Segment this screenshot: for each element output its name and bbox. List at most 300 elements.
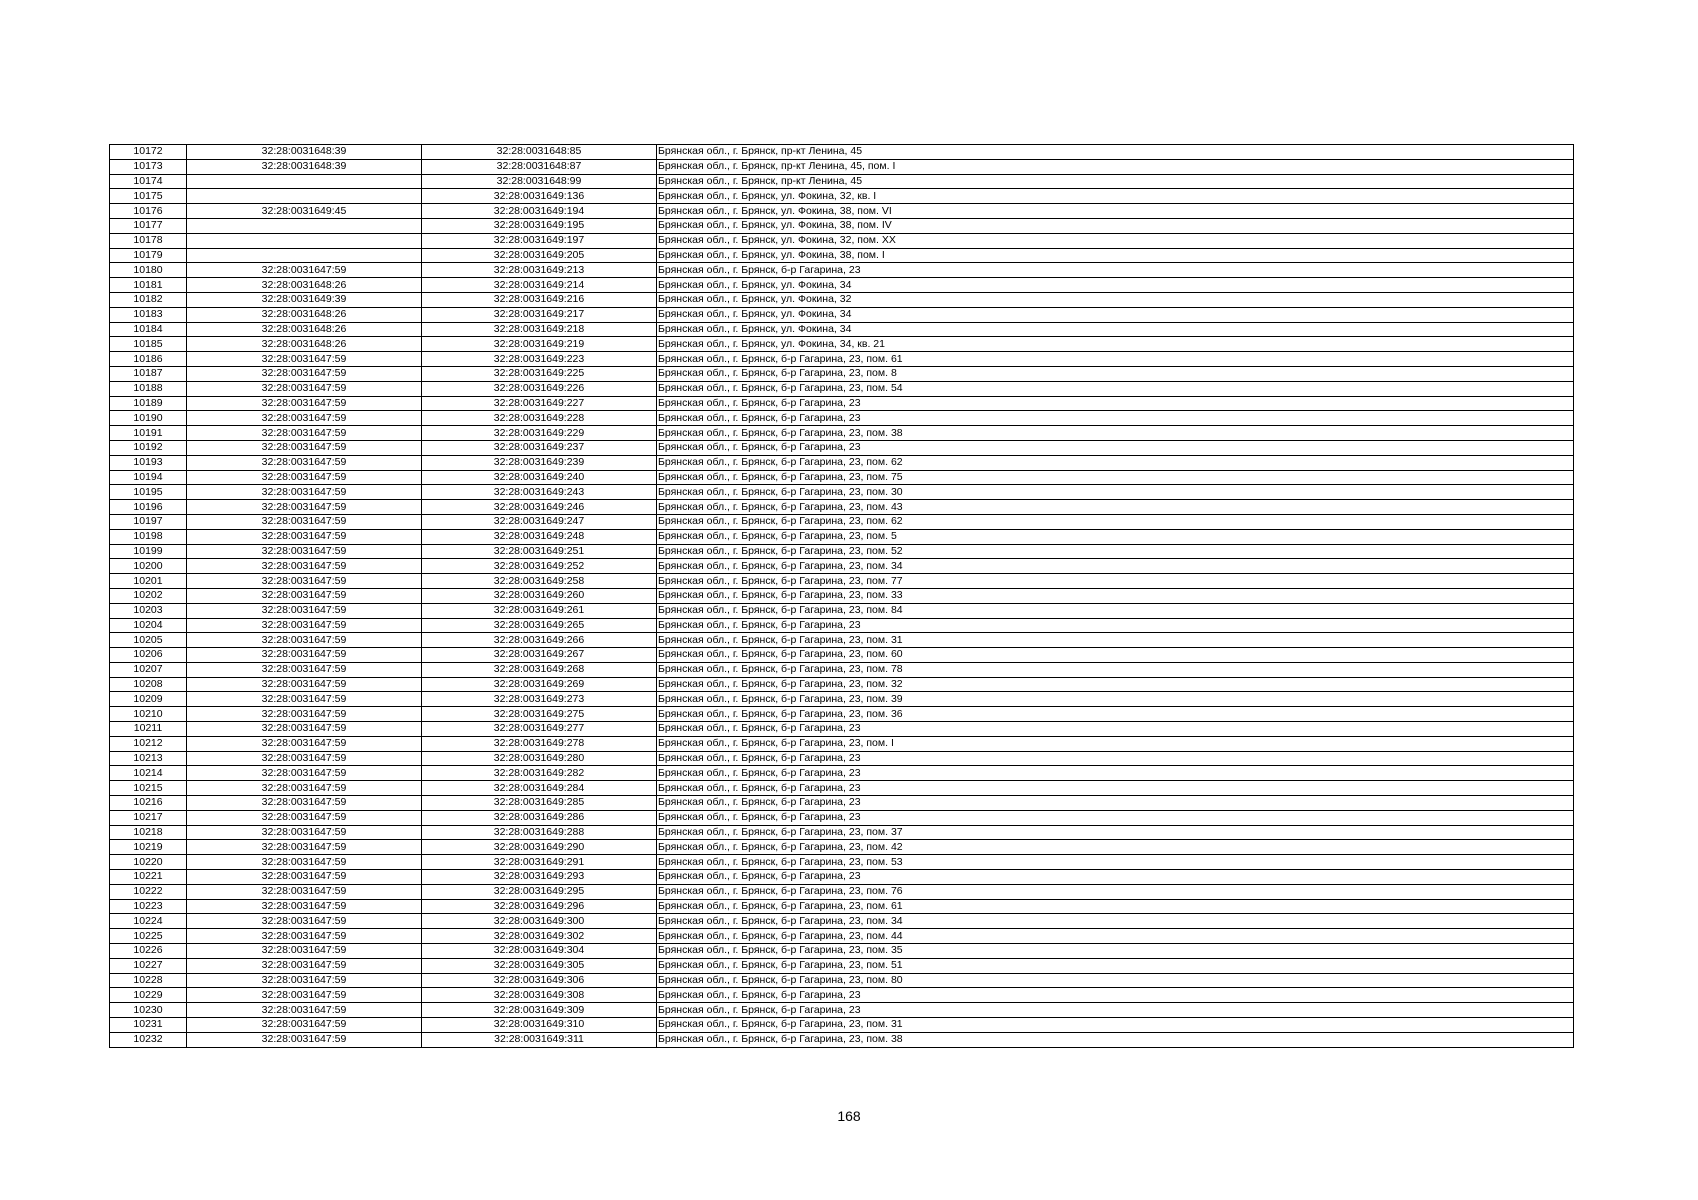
table-row	[110, 603, 1574, 618]
building-cadastral-number-cell	[187, 218, 422, 233]
building-cadastral-number-cell: 32:28:0031647:59	[187, 751, 422, 766]
table-row	[110, 677, 1574, 692]
row-number-cell: 10213	[110, 751, 187, 766]
table-row	[110, 278, 1574, 293]
building-cadastral-number-cell: 32:28:0031647:59	[187, 870, 422, 885]
building-cadastral-number-cell: 32:28:0031647:59	[187, 574, 422, 589]
table-row	[110, 870, 1574, 885]
address-cell: Брянская обл., г. Брянск, б-р Гагарина, 23, пом. 36	[657, 707, 1574, 722]
row-number-cell: 10196	[110, 500, 187, 515]
address-cell: Брянская обл., г. Брянск, ул. Фокина, 32, кв. I	[657, 189, 1574, 204]
row-number-cell: 10182	[110, 292, 187, 307]
table-row	[110, 204, 1574, 219]
object-cadastral-number-cell: 32:28:0031649:277	[422, 722, 657, 737]
address-cell: Брянская обл., г. Брянск, б-р Гагарина, 23, пом. 44	[657, 929, 1574, 944]
table-row	[110, 662, 1574, 677]
address-cell: Брянская обл., г. Брянск, б-р Гагарина, 23, пом. 34	[657, 914, 1574, 929]
row-number-cell: 10201	[110, 574, 187, 589]
object-cadastral-number-cell: 32:28:0031649:237	[422, 440, 657, 455]
object-cadastral-number-cell: 32:28:0031649:306	[422, 973, 657, 988]
table-row	[110, 722, 1574, 737]
object-cadastral-number-cell: 32:28:0031649:286	[422, 810, 657, 825]
object-cadastral-number-cell: 32:28:0031649:260	[422, 588, 657, 603]
building-cadastral-number-cell: 32:28:0031648:39	[187, 145, 422, 160]
object-cadastral-number-cell: 32:28:0031649:225	[422, 366, 657, 381]
table-row	[110, 588, 1574, 603]
building-cadastral-number-cell: 32:28:0031648:39	[187, 159, 422, 174]
object-cadastral-number-cell: 32:28:0031649:269	[422, 677, 657, 692]
building-cadastral-number-cell: 32:28:0031647:59	[187, 810, 422, 825]
table-row	[110, 574, 1574, 589]
row-number-cell: 10190	[110, 411, 187, 426]
row-number-cell: 10172	[110, 145, 187, 160]
row-number-cell: 10203	[110, 603, 187, 618]
row-number-cell: 10202	[110, 588, 187, 603]
table-row	[110, 411, 1574, 426]
address-cell: Брянская обл., г. Брянск, б-р Гагарина, 23, пом. 32	[657, 677, 1574, 692]
address-cell: Брянская обл., г. Брянск, ул. Фокина, 38, пом. I	[657, 248, 1574, 263]
address-cell: Брянская обл., г. Брянск, ул. Фокина, 32	[657, 292, 1574, 307]
address-cell: Брянская обл., г. Брянск, б-р Гагарина, 23, пом. 5	[657, 529, 1574, 544]
building-cadastral-number-cell: 32:28:0031647:59	[187, 263, 422, 278]
object-cadastral-number-cell: 32:28:0031649:273	[422, 692, 657, 707]
table-row	[110, 796, 1574, 811]
address-cell: Брянская обл., г. Брянск, б-р Гагарина, 23, пом. 54	[657, 381, 1574, 396]
table-row	[110, 529, 1574, 544]
registry-table	[109, 144, 1574, 1048]
table-row	[110, 470, 1574, 485]
object-cadastral-number-cell: 32:28:0031649:223	[422, 352, 657, 367]
building-cadastral-number-cell: 32:28:0031649:45	[187, 204, 422, 219]
table-row	[110, 189, 1574, 204]
table-row	[110, 958, 1574, 973]
table-row	[110, 381, 1574, 396]
building-cadastral-number-cell: 32:28:0031648:26	[187, 337, 422, 352]
address-cell: Брянская обл., г. Брянск, б-р Гагарина, 23	[657, 722, 1574, 737]
building-cadastral-number-cell: 32:28:0031647:59	[187, 485, 422, 500]
object-cadastral-number-cell: 32:28:0031649:288	[422, 825, 657, 840]
address-cell: Брянская обл., г. Брянск, б-р Гагарина, 23	[657, 396, 1574, 411]
address-cell: Брянская обл., г. Брянск, б-р Гагарина, 23, пом. 62	[657, 455, 1574, 470]
table-row	[110, 751, 1574, 766]
row-number-cell: 10185	[110, 337, 187, 352]
table-row	[110, 322, 1574, 337]
address-cell: Брянская обл., г. Брянск, б-р Гагарина, 23	[657, 440, 1574, 455]
table-row	[110, 736, 1574, 751]
table-row	[110, 648, 1574, 663]
building-cadastral-number-cell	[187, 189, 422, 204]
row-number-cell: 10209	[110, 692, 187, 707]
row-number-cell: 10181	[110, 278, 187, 293]
row-number-cell: 10210	[110, 707, 187, 722]
object-cadastral-number-cell: 32:28:0031649:311	[422, 1032, 657, 1047]
table-row	[110, 899, 1574, 914]
object-cadastral-number-cell: 32:28:0031649:216	[422, 292, 657, 307]
object-cadastral-number-cell: 32:28:0031649:218	[422, 322, 657, 337]
object-cadastral-number-cell: 32:28:0031649:214	[422, 278, 657, 293]
table-row	[110, 337, 1574, 352]
building-cadastral-number-cell: 32:28:0031647:59	[187, 929, 422, 944]
address-cell: Брянская обл., г. Брянск, б-р Гагарина, 23	[657, 411, 1574, 426]
table-row	[110, 263, 1574, 278]
address-cell: Брянская обл., г. Брянск, ул. Фокина, 38, пом. IV	[657, 218, 1574, 233]
object-cadastral-number-cell: 32:28:0031649:197	[422, 233, 657, 248]
building-cadastral-number-cell: 32:28:0031647:59	[187, 825, 422, 840]
address-cell: Брянская обл., г. Брянск, б-р Гагарина, 23	[657, 796, 1574, 811]
address-cell: Брянская обл., г. Брянск, б-р Гагарина, 23, пом. 43	[657, 500, 1574, 515]
row-number-cell: 10193	[110, 455, 187, 470]
table-row	[110, 618, 1574, 633]
building-cadastral-number-cell: 32:28:0031647:59	[187, 781, 422, 796]
building-cadastral-number-cell: 32:28:0031647:59	[187, 796, 422, 811]
row-number-cell: 10219	[110, 840, 187, 855]
row-number-cell: 10218	[110, 825, 187, 840]
object-cadastral-number-cell: 32:28:0031649:291	[422, 855, 657, 870]
address-cell: Брянская обл., г. Брянск, б-р Гагарина, 23, пом. 38	[657, 426, 1574, 441]
address-cell: Брянская обл., г. Брянск, б-р Гагарина, 23, пом. 39	[657, 692, 1574, 707]
object-cadastral-number-cell: 32:28:0031649:266	[422, 633, 657, 648]
building-cadastral-number-cell: 32:28:0031647:59	[187, 426, 422, 441]
row-number-cell: 10175	[110, 189, 187, 204]
table-row	[110, 233, 1574, 248]
building-cadastral-number-cell: 32:28:0031647:59	[187, 677, 422, 692]
building-cadastral-number-cell: 32:28:0031647:59	[187, 973, 422, 988]
row-number-cell: 10212	[110, 736, 187, 751]
page-number: 168	[837, 1108, 861, 1124]
building-cadastral-number-cell: 32:28:0031647:59	[187, 692, 422, 707]
object-cadastral-number-cell: 32:28:0031649:246	[422, 500, 657, 515]
row-number-cell: 10174	[110, 174, 187, 189]
row-number-cell: 10177	[110, 218, 187, 233]
row-number-cell: 10229	[110, 988, 187, 1003]
row-number-cell: 10223	[110, 899, 187, 914]
building-cadastral-number-cell: 32:28:0031647:59	[187, 352, 422, 367]
table-row	[110, 307, 1574, 322]
address-cell: Брянская обл., г. Брянск, б-р Гагарина, 23, пом. 52	[657, 544, 1574, 559]
object-cadastral-number-cell: 32:28:0031649:136	[422, 189, 657, 204]
object-cadastral-number-cell: 32:28:0031649:280	[422, 751, 657, 766]
object-cadastral-number-cell: 32:28:0031649:293	[422, 870, 657, 885]
row-number-cell: 10189	[110, 396, 187, 411]
building-cadastral-number-cell	[187, 233, 422, 248]
building-cadastral-number-cell: 32:28:0031648:26	[187, 278, 422, 293]
registry-table-body	[110, 145, 1574, 1048]
object-cadastral-number-cell: 32:28:0031649:243	[422, 485, 657, 500]
address-cell: Брянская обл., г. Брянск, б-р Гагарина, 23, пом. 76	[657, 884, 1574, 899]
building-cadastral-number-cell: 32:28:0031647:59	[187, 1003, 422, 1018]
address-cell: Брянская обл., г. Брянск, б-р Гагарина, 23, пом. 30	[657, 485, 1574, 500]
row-number-cell: 10230	[110, 1003, 187, 1018]
object-cadastral-number-cell: 32:28:0031649:239	[422, 455, 657, 470]
row-number-cell: 10204	[110, 618, 187, 633]
table-row	[110, 855, 1574, 870]
object-cadastral-number-cell: 32:28:0031649:226	[422, 381, 657, 396]
building-cadastral-number-cell: 32:28:0031647:59	[187, 1032, 422, 1047]
object-cadastral-number-cell: 32:28:0031649:213	[422, 263, 657, 278]
building-cadastral-number-cell: 32:28:0031647:59	[187, 529, 422, 544]
row-number-cell: 10224	[110, 914, 187, 929]
table-row	[110, 159, 1574, 174]
address-cell: Брянская обл., г. Брянск, б-р Гагарина, 23, пом. 37	[657, 825, 1574, 840]
address-cell: Брянская обл., г. Брянск, ул. Фокина, 34, кв. 21	[657, 337, 1574, 352]
object-cadastral-number-cell: 32:28:0031649:295	[422, 884, 657, 899]
address-cell: Брянская обл., г. Брянск, б-р Гагарина, 23, пом. 8	[657, 366, 1574, 381]
address-cell: Брянская обл., г. Брянск, б-р Гагарина, 23, пом. 42	[657, 840, 1574, 855]
building-cadastral-number-cell: 32:28:0031649:39	[187, 292, 422, 307]
building-cadastral-number-cell	[187, 174, 422, 189]
building-cadastral-number-cell: 32:28:0031647:59	[187, 899, 422, 914]
table-row	[110, 426, 1574, 441]
table-row	[110, 248, 1574, 263]
building-cadastral-number-cell: 32:28:0031648:26	[187, 307, 422, 322]
row-number-cell: 10222	[110, 884, 187, 899]
table-row	[110, 292, 1574, 307]
address-cell: Брянская обл., г. Брянск, б-р Гагарина, 23, пом. 51	[657, 958, 1574, 973]
building-cadastral-number-cell: 32:28:0031647:59	[187, 544, 422, 559]
row-number-cell: 10199	[110, 544, 187, 559]
row-number-cell: 10225	[110, 929, 187, 944]
object-cadastral-number-cell: 32:28:0031649:284	[422, 781, 657, 796]
address-cell: Брянская обл., г. Брянск, пр-кт Ленина, 45	[657, 174, 1574, 189]
table-row	[110, 1003, 1574, 1018]
address-cell: Брянская обл., г. Брянск, б-р Гагарина, 23, пом. 80	[657, 973, 1574, 988]
table-row	[110, 707, 1574, 722]
address-cell: Брянская обл., г. Брянск, пр-кт Ленина, 45	[657, 145, 1574, 160]
address-cell: Брянская обл., г. Брянск, б-р Гагарина, 23	[657, 988, 1574, 1003]
row-number-cell: 10221	[110, 870, 187, 885]
row-number-cell: 10226	[110, 944, 187, 959]
row-number-cell: 10191	[110, 426, 187, 441]
row-number-cell: 10216	[110, 796, 187, 811]
building-cadastral-number-cell: 32:28:0031648:26	[187, 322, 422, 337]
address-cell: Брянская обл., г. Брянск, ул. Фокина, 34	[657, 307, 1574, 322]
object-cadastral-number-cell: 32:28:0031649:309	[422, 1003, 657, 1018]
object-cadastral-number-cell: 32:28:0031649:229	[422, 426, 657, 441]
row-number-cell: 10231	[110, 1018, 187, 1033]
row-number-cell: 10208	[110, 677, 187, 692]
building-cadastral-number-cell: 32:28:0031647:59	[187, 855, 422, 870]
table-row	[110, 825, 1574, 840]
row-number-cell: 10194	[110, 470, 187, 485]
table-row	[110, 973, 1574, 988]
building-cadastral-number-cell: 32:28:0031647:59	[187, 722, 422, 737]
address-cell: Брянская обл., г. Брянск, б-р Гагарина, 23, пом. 31	[657, 1018, 1574, 1033]
building-cadastral-number-cell: 32:28:0031647:59	[187, 500, 422, 515]
address-cell: Брянская обл., г. Брянск, б-р Гагарина, 23, пом. 35	[657, 944, 1574, 959]
table-row	[110, 514, 1574, 529]
row-number-cell: 10188	[110, 381, 187, 396]
row-number-cell: 10186	[110, 352, 187, 367]
address-cell: Брянская обл., г. Брянск, б-р Гагарина, 23	[657, 1003, 1574, 1018]
row-number-cell: 10180	[110, 263, 187, 278]
row-number-cell: 10228	[110, 973, 187, 988]
address-cell: Брянская обл., г. Брянск, б-р Гагарина, 23, пом. 84	[657, 603, 1574, 618]
object-cadastral-number-cell: 32:28:0031649:248	[422, 529, 657, 544]
building-cadastral-number-cell: 32:28:0031647:59	[187, 470, 422, 485]
row-number-cell: 10211	[110, 722, 187, 737]
table-row	[110, 1018, 1574, 1033]
table-row	[110, 633, 1574, 648]
address-cell: Брянская обл., г. Брянск, ул. Фокина, 38, пом. VI	[657, 204, 1574, 219]
row-number-cell: 10195	[110, 485, 187, 500]
building-cadastral-number-cell: 32:28:0031647:59	[187, 1018, 422, 1033]
address-cell: Брянская обл., г. Брянск, б-р Гагарина, 23	[657, 263, 1574, 278]
building-cadastral-number-cell: 32:28:0031647:59	[187, 455, 422, 470]
building-cadastral-number-cell: 32:28:0031647:59	[187, 440, 422, 455]
object-cadastral-number-cell: 32:28:0031649:304	[422, 944, 657, 959]
row-number-cell: 10197	[110, 514, 187, 529]
table-row	[110, 500, 1574, 515]
building-cadastral-number-cell: 32:28:0031647:59	[187, 736, 422, 751]
building-cadastral-number-cell: 32:28:0031647:59	[187, 914, 422, 929]
building-cadastral-number-cell: 32:28:0031647:59	[187, 559, 422, 574]
object-cadastral-number-cell: 32:28:0031649:267	[422, 648, 657, 663]
table-row	[110, 944, 1574, 959]
object-cadastral-number-cell: 32:28:0031648:87	[422, 159, 657, 174]
address-cell: Брянская обл., г. Брянск, б-р Гагарина, 23, пом. 34	[657, 559, 1574, 574]
object-cadastral-number-cell: 32:28:0031649:251	[422, 544, 657, 559]
object-cadastral-number-cell: 32:28:0031649:258	[422, 574, 657, 589]
address-cell: Брянская обл., г. Брянск, б-р Гагарина, 23	[657, 618, 1574, 633]
address-cell: Брянская обл., г. Брянск, ул. Фокина, 34	[657, 322, 1574, 337]
object-cadastral-number-cell: 32:28:0031649:240	[422, 470, 657, 485]
table-row	[110, 559, 1574, 574]
row-number-cell: 10227	[110, 958, 187, 973]
row-number-cell: 10205	[110, 633, 187, 648]
table-row	[110, 455, 1574, 470]
table-row	[110, 174, 1574, 189]
row-number-cell: 10183	[110, 307, 187, 322]
row-number-cell: 10214	[110, 766, 187, 781]
building-cadastral-number-cell: 32:28:0031647:59	[187, 603, 422, 618]
object-cadastral-number-cell: 32:28:0031649:278	[422, 736, 657, 751]
row-number-cell: 10217	[110, 810, 187, 825]
row-number-cell: 10200	[110, 559, 187, 574]
row-number-cell: 10207	[110, 662, 187, 677]
building-cadastral-number-cell: 32:28:0031647:59	[187, 648, 422, 663]
building-cadastral-number-cell: 32:28:0031647:59	[187, 633, 422, 648]
object-cadastral-number-cell: 32:28:0031649:261	[422, 603, 657, 618]
row-number-cell: 10215	[110, 781, 187, 796]
address-cell: Брянская обл., г. Брянск, б-р Гагарина, 23	[657, 751, 1574, 766]
row-number-cell: 10220	[110, 855, 187, 870]
building-cadastral-number-cell: 32:28:0031647:59	[187, 381, 422, 396]
address-cell: Брянская обл., г. Брянск, б-р Гагарина, 23, пом. 77	[657, 574, 1574, 589]
object-cadastral-number-cell: 32:28:0031649:252	[422, 559, 657, 574]
address-cell: Брянская обл., г. Брянск, пр-кт Ленина, 45, пом. I	[657, 159, 1574, 174]
object-cadastral-number-cell: 32:28:0031649:219	[422, 337, 657, 352]
object-cadastral-number-cell: 32:28:0031649:205	[422, 248, 657, 263]
address-cell: Брянская обл., г. Брянск, б-р Гагарина, 23	[657, 870, 1574, 885]
address-cell: Брянская обл., г. Брянск, б-р Гагарина, 23, пом. 61	[657, 352, 1574, 367]
building-cadastral-number-cell: 32:28:0031647:59	[187, 958, 422, 973]
address-cell: Брянская обл., г. Брянск, б-р Гагарина, 23, пом. 61	[657, 899, 1574, 914]
object-cadastral-number-cell: 32:28:0031648:99	[422, 174, 657, 189]
row-number-cell: 10178	[110, 233, 187, 248]
table-row	[110, 396, 1574, 411]
row-number-cell: 10187	[110, 366, 187, 381]
table-row	[110, 366, 1574, 381]
building-cadastral-number-cell: 32:28:0031647:59	[187, 988, 422, 1003]
row-number-cell: 10206	[110, 648, 187, 663]
table-row	[110, 544, 1574, 559]
object-cadastral-number-cell: 32:28:0031649:282	[422, 766, 657, 781]
address-cell: Брянская обл., г. Брянск, б-р Гагарина, 23, пом. 60	[657, 648, 1574, 663]
address-cell: Брянская обл., г. Брянск, б-р Гагарина, 23, пом. I	[657, 736, 1574, 751]
table-row	[110, 218, 1574, 233]
object-cadastral-number-cell: 32:28:0031649:227	[422, 396, 657, 411]
table-row	[110, 781, 1574, 796]
building-cadastral-number-cell: 32:28:0031647:59	[187, 618, 422, 633]
building-cadastral-number-cell: 32:28:0031647:59	[187, 662, 422, 677]
table-row	[110, 1032, 1574, 1047]
object-cadastral-number-cell: 32:28:0031649:308	[422, 988, 657, 1003]
object-cadastral-number-cell: 32:28:0031649:228	[422, 411, 657, 426]
address-cell: Брянская обл., г. Брянск, ул. Фокина, 32, пом. XX	[657, 233, 1574, 248]
address-cell: Брянская обл., г. Брянск, б-р Гагарина, 23, пом. 31	[657, 633, 1574, 648]
object-cadastral-number-cell: 32:28:0031649:300	[422, 914, 657, 929]
building-cadastral-number-cell: 32:28:0031647:59	[187, 766, 422, 781]
address-cell: Брянская обл., г. Брянск, б-р Гагарина, 23	[657, 781, 1574, 796]
address-cell: Брянская обл., г. Брянск, б-р Гагарина, 23, пом. 33	[657, 588, 1574, 603]
object-cadastral-number-cell: 32:28:0031649:285	[422, 796, 657, 811]
address-cell: Брянская обл., г. Брянск, б-р Гагарина, 23	[657, 810, 1574, 825]
row-number-cell: 10173	[110, 159, 187, 174]
object-cadastral-number-cell: 32:28:0031648:85	[422, 145, 657, 160]
address-cell: Брянская обл., г. Брянск, ул. Фокина, 34	[657, 278, 1574, 293]
table-row	[110, 485, 1574, 500]
object-cadastral-number-cell: 32:28:0031649:265	[422, 618, 657, 633]
row-number-cell: 10198	[110, 529, 187, 544]
row-number-cell: 10179	[110, 248, 187, 263]
table-row	[110, 914, 1574, 929]
table-row	[110, 766, 1574, 781]
row-number-cell: 10184	[110, 322, 187, 337]
table-row	[110, 810, 1574, 825]
object-cadastral-number-cell: 32:28:0031649:195	[422, 218, 657, 233]
object-cadastral-number-cell: 32:28:0031649:305	[422, 958, 657, 973]
building-cadastral-number-cell: 32:28:0031647:59	[187, 588, 422, 603]
object-cadastral-number-cell: 32:28:0031649:217	[422, 307, 657, 322]
object-cadastral-number-cell: 32:28:0031649:290	[422, 840, 657, 855]
row-number-cell: 10176	[110, 204, 187, 219]
building-cadastral-number-cell: 32:28:0031647:59	[187, 366, 422, 381]
object-cadastral-number-cell: 32:28:0031649:268	[422, 662, 657, 677]
address-cell: Брянская обл., г. Брянск, б-р Гагарина, 23, пом. 62	[657, 514, 1574, 529]
object-cadastral-number-cell: 32:28:0031649:310	[422, 1018, 657, 1033]
building-cadastral-number-cell: 32:28:0031647:59	[187, 514, 422, 529]
table-row	[110, 840, 1574, 855]
table-row	[110, 988, 1574, 1003]
building-cadastral-number-cell: 32:28:0031647:59	[187, 944, 422, 959]
building-cadastral-number-cell: 32:28:0031647:59	[187, 396, 422, 411]
building-cadastral-number-cell	[187, 248, 422, 263]
building-cadastral-number-cell: 32:28:0031647:59	[187, 884, 422, 899]
object-cadastral-number-cell: 32:28:0031649:302	[422, 929, 657, 944]
address-cell: Брянская обл., г. Брянск, б-р Гагарина, 23	[657, 766, 1574, 781]
object-cadastral-number-cell: 32:28:0031649:194	[422, 204, 657, 219]
table-row	[110, 692, 1574, 707]
table-row	[110, 884, 1574, 899]
object-cadastral-number-cell: 32:28:0031649:296	[422, 899, 657, 914]
table-row	[110, 929, 1574, 944]
building-cadastral-number-cell: 32:28:0031647:59	[187, 411, 422, 426]
address-cell: Брянская обл., г. Брянск, б-р Гагарина, 23, пом. 53	[657, 855, 1574, 870]
table-row	[110, 145, 1574, 160]
address-cell: Брянская обл., г. Брянск, б-р Гагарина, 23, пом. 78	[657, 662, 1574, 677]
row-number-cell: 10232	[110, 1032, 187, 1047]
address-cell: Брянская обл., г. Брянск, б-р Гагарина, 23, пом. 38	[657, 1032, 1574, 1047]
